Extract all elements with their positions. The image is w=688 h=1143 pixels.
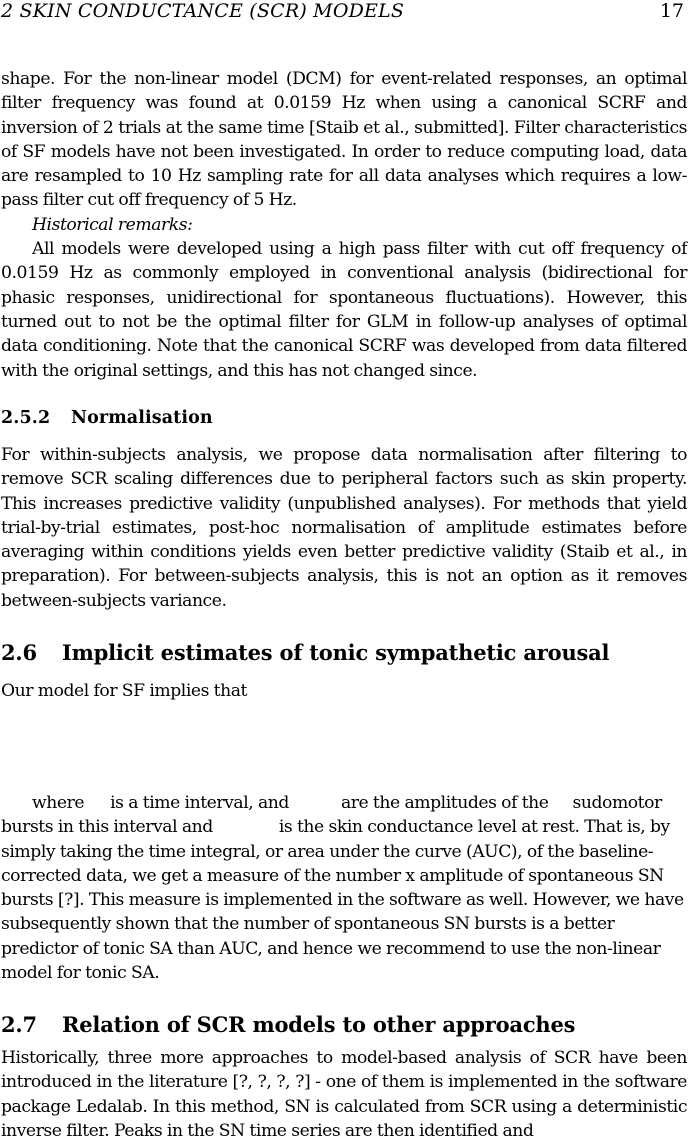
where-text-4: sudomotor bursts in this interval and — [1, 793, 662, 838]
section-heading-2-5-2 — [1, 406, 213, 430]
where-text-5: is the skin conductance level at rest. That is, by simply taking the time integral, or area under the curve (AUC), of the baseline-corrected data, we get a measure of the number x amplitude of spontaneous SN bursts [?]. This measure is implemented in the software as well. However, we have subsequently shown that the number of spontaneous SN bursts is a better predictor of tonic SA than AUC, and hence we recommend to use the non-linear model for tonic SA. — [1, 817, 684, 984]
historical-remarks-label: Historical remarks: — [32, 214, 193, 235]
section-number: 2.5.2 — [1, 408, 51, 428]
paragraph-text: Historically, three more approaches to model-based analysis of SCR have been introduced in the literature [?, ?, ?, ?] - one of them is implemented in the software package Ledalab. In this method, SN is calculated from SCR using a deterministic inverse filter. Peaks in the SN time series are then identified and — [1, 1048, 687, 1141]
section-title: Relation of SCR models to other approaches — [62, 1012, 576, 1037]
where-text-2: is a time interval, and — [110, 793, 289, 813]
paragraph-filter-frequency — [1, 67, 687, 383]
section-title: Normalisation — [71, 408, 213, 428]
historical-remarks-text: All models were developed using a high pass filter with cut off frequency of 0.0159 Hz as commonly employed in conventional analysis (bidirectional for phasic responses, unidirectional for spontaneous fluctuations). However, this turned out to not be the optimal filter for GLM in follow-up analyses of optimal data conditioning. Note that the canonical SCRF was developed from data filtered with the original settings, and this has not changed since. — [1, 239, 687, 381]
paragraph-text: shape. For the non-linear model (DCM) for event-related responses, an optimal filter frequency was found at 0.0159 Hz when using a canonical SCRF and inversion of 2 trials at the same time [Staib et al., submitted]. Filter characteristics of SF models have not been investigated. In order to reduce computing load, data are resampled to 10 Hz sampling rate for all data analyses which requires a low-pass filter cut off frequency of 5 Hz. — [1, 69, 687, 211]
section-number: 2.6 — [1, 640, 37, 665]
paragraph-tonic-arousal — [1, 791, 687, 985]
paragraph-text: For within-subjects analysis, we propose data normalisation after filtering to remove SCR scaling differences due to peripheral factors such as skin property. This increases predictive validity (unpublished analyses). For methods that yield trial-by-trial estimates, post-hoc normalisation of amplitude estimates before averaging within conditions yields even better predictive validity (Staib et al., in preparation). For between-subjects analysis, this is not an option as it removes between-subjects variance. — [1, 445, 687, 611]
paragraph-normalisation — [1, 443, 687, 613]
chapter-title: 2 SKIN CONDUCTANCE (SCR) MODELS — [1, 0, 405, 22]
section-number: 2.7 — [1, 1012, 37, 1037]
section-title: Implicit estimates of tonic sympathetic arousal — [62, 640, 610, 665]
page-number: 17 — [659, 0, 684, 22]
section-heading-2-7 — [1, 1011, 575, 1039]
paragraph-other-approaches — [1, 1046, 687, 1143]
paragraph-text: Our model for SF implies that — [1, 681, 247, 701]
where-text-1: where — [32, 793, 85, 813]
paragraph-sf-intro — [1, 679, 687, 703]
running-header — [0, 0, 688, 26]
where-text-3: are the amplitudes of the — [340, 793, 549, 813]
section-heading-2-6 — [1, 639, 609, 667]
